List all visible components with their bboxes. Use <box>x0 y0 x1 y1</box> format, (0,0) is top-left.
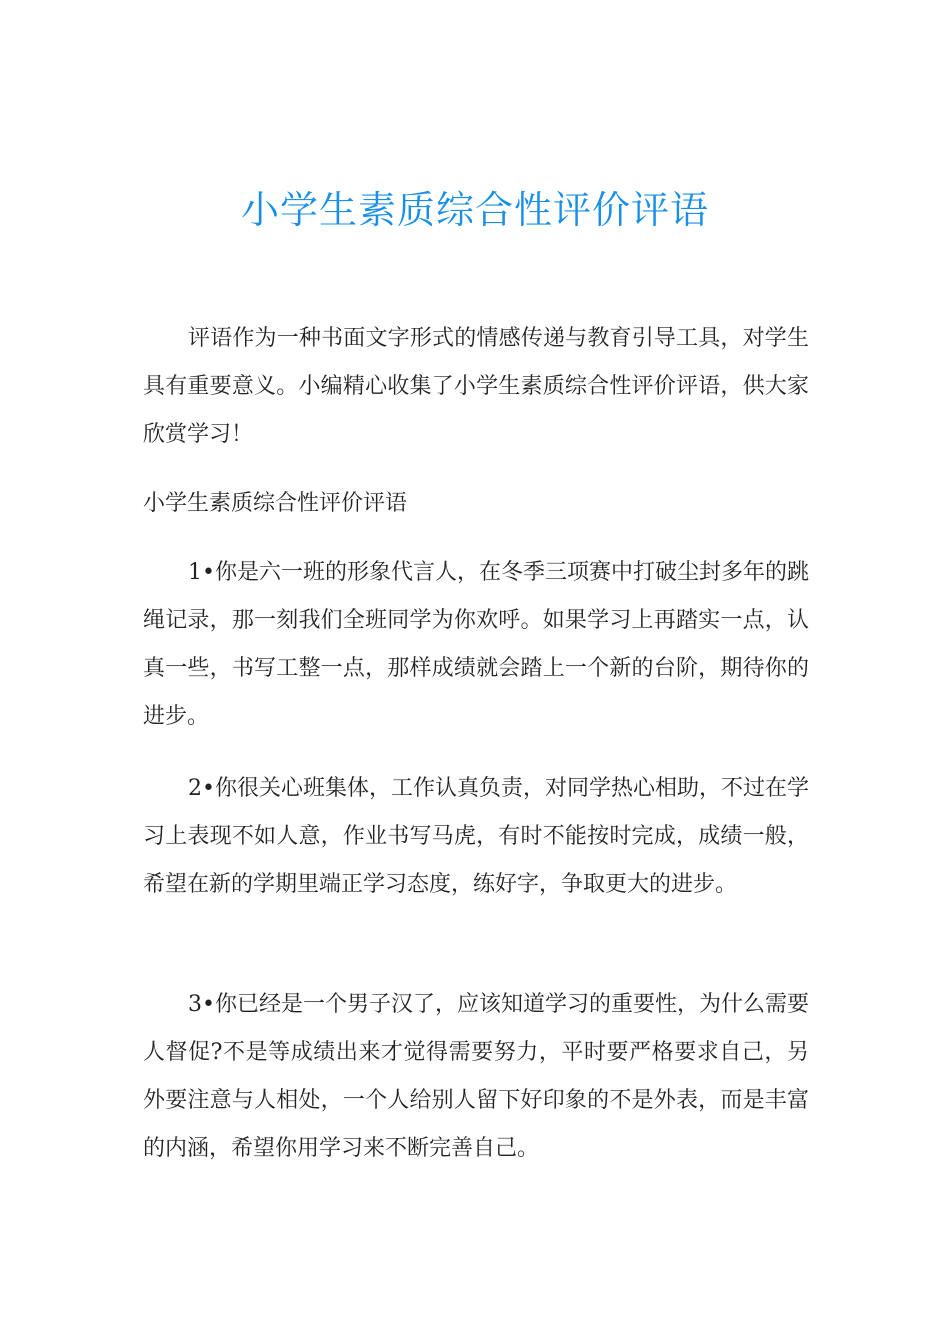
comment-item-2: 2•你很关心班集体，工作认真负责，对同学热心相助，不过在学习上表现不如人意，作业书写马虎，有时不能按时完成，成绩一般，希望在新的学期里端正学习态度，练好字，争取更大的进步。 <box>143 776 809 897</box>
comment-item-1: 1•你是六一班的形象代言人，在冬季三项赛中打破尘封多年的跳绳记录，那一刻我们全班同学为你欢呼。如果学习上再踏实一点，认真一些，书写工整一点，那样成绩就会踏上一个新的台阶，期待你的进步。 <box>143 560 809 729</box>
comment-item-3: 3•你已经是一个男子汉了，应该知道学习的重要性，为什么需要人督促?不是等成绩出来才觉得需要努力，平时要严格要求自己，另外要注意与人相处，一个人给别人留下好印象的不是外表，而是丰富的内涵，希望你用学习来不断完善自己。 <box>143 992 809 1161</box>
document-title: 小学生素质综合性评价评语 <box>240 188 709 232</box>
section-subheading: 小学生素质综合性评价评语 <box>143 491 408 516</box>
intro-paragraph: 评语作为一种书面文字形式的情感传递与教育引导工具，对学生具有重要意义。小编精心收集了小学生素质综合性评价评语，供大家欣赏学习！ <box>143 326 809 447</box>
